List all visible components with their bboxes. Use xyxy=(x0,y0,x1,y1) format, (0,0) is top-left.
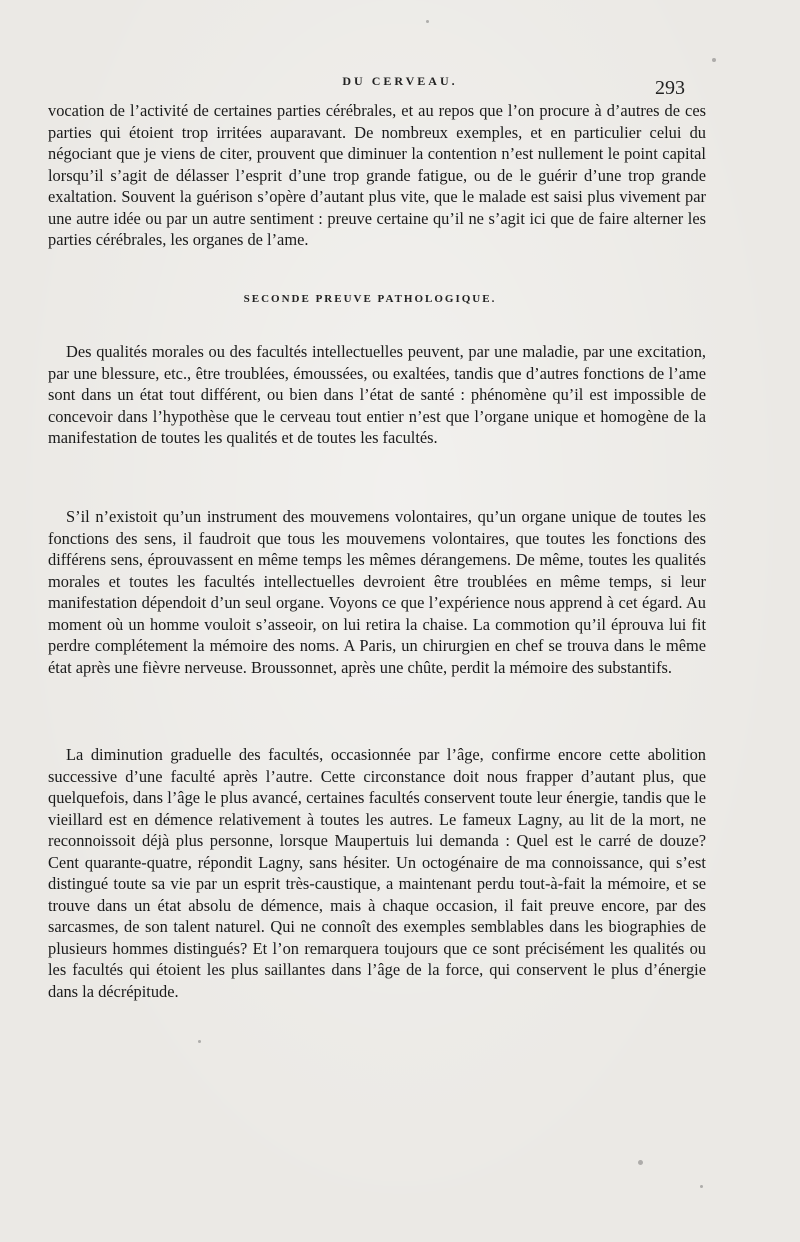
paragraph-continued: vocation de l’activité de certaines parties cérébrales, et au repos que l’on procure à d’autres de ces parties qui étoient trop irritées auparavant. De nombreux exemples, et en particulier celui du négociant que je viens de citer, prouvent que diminuer la contention n’est nullement le point capital lorsqu’il s’agit de délasser l’esprit d’une trop grande fatigue, ou de le guérir d’une trop grande exaltation. Souvent la guérison s’opère d’autant plus vite, que le malade est saisi plus vivement par une autre idée ou par un autre sentiment : preuve certaine qu’il ne s’agit ici que de faire alterner les parties cérébrales, les organes de l’ame. xyxy=(48,101,706,249)
paper-speck xyxy=(700,1185,703,1188)
section-heading: SECONDE PREUVE PATHOLOGIQUE. xyxy=(243,293,497,305)
page-number: 293 xyxy=(655,77,685,99)
paragraph-qualites-morales: Des qualités morales ou des facultés intellectuelles peuvent, par une maladie, par une excitation, par une blessure, etc., être troublées, émoussées, ou exaltées, tandis que d’autres fonctions de l’ame sont dans un état tout différent, ou bien dans l’état de santé : phénomène qu’il est impossible de concevoir dans l’hypothèse que le cerveau tout entier n’est que l’organe unique et homogène de la manifestation de toutes les qualités et de toutes les facultés. xyxy=(48,342,706,447)
running-title: DU CERVEAU. xyxy=(342,74,458,88)
paper-speck xyxy=(426,20,429,23)
paragraph-instrument-mouvemens: S’il n’existoit qu’un instrument des mouvemens volontaires, qu’un organe unique de toutes les fonctions des sens, il faudroit que tous les mouvemens volontaires, que toutes les fonctions des différens sens, éprouvassent en même temps les mêmes dérangemens. De même, toutes les qualités morales et toutes les facultés intellectuelles devroient être troublées en même temps, si leur manifestation dépendoit d’un seul organe. Voyons ce que l’expérience nous apprend à cet égard. Au moment où un homme vouloit s’asseoir, on lui retira la chaise. La commotion qu’il éprouva lui fit perdre complétement la mémoire des noms. A Paris, un chirurgien en chef se trouva dans le même état après une fièvre nerveuse. Broussonnet, après une chûte, perdit la mémoire des substantifs. xyxy=(48,507,706,677)
paper-speck xyxy=(712,58,716,62)
paper-speck xyxy=(638,1160,643,1165)
paper-speck xyxy=(198,1040,201,1043)
paragraph-diminution-facultes: La diminution graduelle des facultés, occasionnée par l’âge, confirme encore cette abolition successive d’une faculté après l’autre. Cette circonstance doit nous frapper d’autant plus, que quelquefois, dans l’âge le plus avancé, certaines facultés conservent toute leur énergie, tandis que le vieillard est en démence relativement à toutes les autres. Le fameux Lagny, au lit de la mort, ne reconnoissoit déjà plus personne, lorsque Maupertuis lui demanda : Quel est le carré de douze? Cent quarante-quatre, répondit Lagny, sans hésiter. Un octogénaire de ma connoissance, qui s’est distingué toute sa vie par un esprit très-caustique, a maintenant perdu tout-à-fait la mémoire, et se trouve dans un état absolu de démence, mais à chaque occasion, il fait preuve encore, par des sarcasmes, de son talent naturel. Qui ne connoît des exemples semblables dans les biographies de plusieurs hommes distingués? Et l’on remarquera toujours que ce sont précisément les qualités ou les facultés qui étoient les plus saillantes dans l’âge de la force, qui conservent le plus d’énergie dans la décrépitude. xyxy=(48,745,706,1001)
